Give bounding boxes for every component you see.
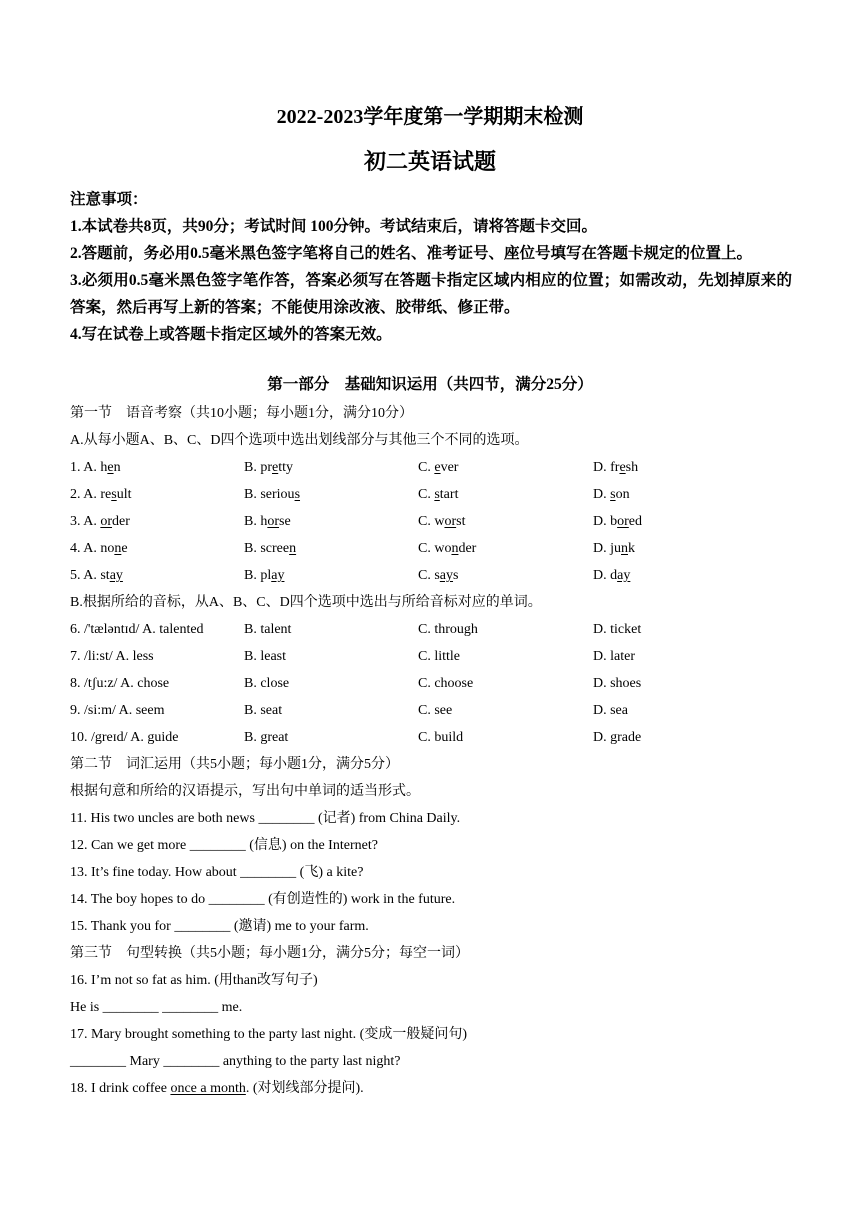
question-option: B. close (244, 676, 290, 691)
note-item: 4.写在试卷上或答题卡指定区域外的答案无效。 (70, 326, 392, 343)
question-row (70, 616, 792, 643)
option-text: ult (116, 487, 132, 502)
question-option: B. talent (244, 622, 292, 637)
notes-section (70, 186, 792, 348)
option-text: D. ju (593, 541, 621, 556)
exam-title: 2022-2023学年度第一学期期末检测 (276, 106, 584, 128)
question-number: 4. A. (70, 541, 101, 556)
question-row (70, 643, 792, 670)
question-option: B. seat (244, 703, 283, 718)
question-option: D. ticket (593, 622, 642, 637)
underlined-phrase: once a month (170, 1081, 246, 1096)
underlined-letters: n (451, 541, 459, 556)
section1a-instruction: A.从每小题A、B、C、D四个选项中选出划线部分与其他三个不同的选项。 (70, 433, 529, 448)
question-option: D. grade (593, 730, 642, 745)
question-option (70, 481, 131, 508)
option-text: B. pr (244, 460, 272, 475)
option-text: no (100, 541, 115, 556)
question-option (593, 454, 638, 481)
underlined-letters: e (619, 460, 626, 475)
question-option: 6. /'tæləntɪd/ A. talented (70, 622, 204, 637)
question-option (418, 535, 476, 562)
question-option (70, 508, 130, 535)
question-row (70, 670, 792, 697)
option-text: C. w (418, 514, 445, 529)
underlined-letters: n (289, 541, 297, 556)
question-option: 8. /tʃu:z/ A. chose (70, 676, 170, 691)
option-text: st (456, 514, 466, 529)
questions-body (70, 400, 792, 1102)
question-option (244, 481, 300, 508)
question-row (70, 481, 792, 508)
option-text: se (279, 514, 291, 529)
question-option (70, 535, 128, 562)
option-text: h (100, 460, 108, 475)
option-text: e (121, 541, 128, 556)
section2-title: 第二节 词汇运用（共5小题；每小题1分，满分5分） (70, 757, 399, 772)
option-text: der (458, 541, 477, 556)
question-option (244, 454, 293, 481)
question-number: 3. A. (70, 514, 101, 529)
note-item: 1.本试卷共8页，共90分；考试时间 100分钟。考试结束后，请将答题卡交回。 (70, 218, 598, 235)
question-row (70, 724, 792, 751)
option-text: on (615, 487, 630, 502)
question-option: D. later (593, 649, 635, 664)
question-row (70, 562, 792, 589)
question-option: C. choose (418, 676, 474, 691)
option-text: D. (593, 487, 611, 502)
option-text: n (113, 460, 121, 475)
question-text-post: . (对划线部分提问). (245, 1081, 364, 1096)
question-option (418, 454, 458, 481)
question-option (418, 481, 458, 508)
option-text: sh (625, 460, 639, 475)
option-text: der (112, 514, 130, 529)
question-text: 12. Can we get more ________ (信息) on the Internet? (70, 838, 378, 853)
option-text: tty (278, 460, 293, 475)
option-text: k (628, 541, 635, 556)
option-text: tart (439, 487, 459, 502)
option-text: D. d (593, 568, 618, 583)
underlined-letters: s (111, 487, 117, 502)
question-option (593, 562, 630, 589)
underlined-letters: e (434, 460, 441, 475)
question-option: D. shoes (593, 676, 642, 691)
underlined-letters: ay (617, 568, 631, 583)
question-option (418, 508, 465, 535)
option-text: C. (418, 460, 435, 475)
exam-subtitle: 初二英语试题 (363, 149, 496, 174)
question-row (70, 697, 792, 724)
part1-title: 第一部分 基础知识运用（共四节，满分25分） (267, 376, 593, 393)
question-text (70, 1075, 792, 1102)
option-text: C. wo (418, 541, 452, 556)
option-text: B. pl (244, 568, 272, 583)
question-option: B. great (244, 730, 289, 745)
option-text: st (100, 568, 110, 583)
section1b-instruction: B.根据所给的音标，从A、B、C、D四个选项中选出与所给音标对应的单词。 (70, 595, 542, 610)
option-text: D. b (593, 514, 618, 529)
question-option (244, 508, 291, 535)
underlined-letters: or (100, 514, 113, 529)
question-option: 7. /li:st/ A. less (70, 649, 154, 664)
section3-title: 第三节 句型转换（共5小题；每小题1分，满分5分；每空一词） (70, 946, 469, 961)
underlined-letters: ay (109, 568, 123, 583)
question-text: 13. It’s fine today. How about ________ (飞) a kite? (70, 865, 364, 880)
question-option: 10. /greɪd/ A. guide (70, 730, 179, 745)
underlined-letters: s (610, 487, 616, 502)
option-text: B. h (244, 514, 268, 529)
option-text: s (453, 568, 459, 583)
question-row (70, 508, 792, 535)
option-text: C. s (418, 568, 440, 583)
underlined-letters: s (434, 487, 440, 502)
answer-line: He is ________ ________ me. (70, 1000, 243, 1015)
question-option (418, 562, 458, 589)
question-number: 5. A. (70, 568, 101, 583)
question-option (593, 508, 642, 535)
option-text: D. fr (593, 460, 620, 475)
note-item: 2.答题前，务必用0.5毫米黑色签字笔将自己的姓名、准考证号、座位号填写在答题卡规定的位置上。 (70, 245, 753, 262)
notes-heading: 注意事项： (70, 191, 148, 208)
question-text: 14. The boy hopes to do ________ (有创造性的) work in the future. (70, 892, 456, 907)
question-option (593, 535, 635, 562)
question-option: 9. /si:m/ A. seem (70, 703, 165, 718)
question-text: 15. Thank you for ________ (邀请) me to your farm. (70, 919, 369, 934)
section2-instruction: 根据句意和所给的汉语提示，写出句中单词的适当形式。 (70, 784, 420, 799)
underlined-letters: n (114, 541, 122, 556)
question-option: C. little (418, 649, 460, 664)
question-option: B. least (244, 649, 286, 664)
question-option (244, 562, 284, 589)
underlined-letters: ay (271, 568, 285, 583)
question-number: 2. A. (70, 487, 101, 502)
question-option (593, 481, 630, 508)
option-text: re (100, 487, 112, 502)
underlined-letters: e (107, 460, 114, 475)
section1-title: 第一节 语音考察（共10小题；每小题1分，满分10分） (70, 406, 413, 421)
underlined-letters: or (444, 514, 457, 529)
question-text: 11. His two uncles are both news ________ (记者) from China Daily. (70, 811, 461, 826)
question-option: C. see (418, 703, 453, 718)
underlined-letters: or (617, 514, 629, 529)
underlined-letters: e (272, 460, 279, 475)
answer-line: ________ Mary ________ anything to the party last night? (70, 1054, 401, 1069)
question-option (244, 535, 296, 562)
question-row (70, 535, 792, 562)
question-option: C. through (418, 622, 478, 637)
question-text: 16. I’m not so fat as him. (用than改写句子) (70, 973, 318, 988)
question-number: 1. A. (70, 460, 101, 475)
underlined-letters: n (621, 541, 628, 556)
question-option: C. build (418, 730, 464, 745)
underlined-letters: s (294, 487, 301, 502)
option-text: C. (418, 487, 435, 502)
note-item: 3.必须用0.5毫米黑色签字笔作答，答案必须写在答题卡指定区域内相应的位置；如需改动，先划掉原来的答案，然后再写上新的答案；不能使用涂改液、胶带纸、修正带。 (70, 272, 792, 316)
question-option (70, 562, 123, 589)
underlined-letters: or (267, 514, 280, 529)
option-text: B. scree (244, 541, 290, 556)
question-option: D. sea (593, 703, 628, 718)
underlined-letters: ay (439, 568, 454, 583)
question-option (70, 454, 121, 481)
question-text-pre: 18. I drink coffee (70, 1081, 171, 1096)
option-text: B. seriou (244, 487, 295, 502)
question-row (70, 454, 792, 481)
question-text: 17. Mary brought something to the party last night. (变成一般疑问句) (70, 1027, 468, 1042)
option-text: ed (628, 514, 643, 529)
option-text: ver (440, 460, 459, 475)
